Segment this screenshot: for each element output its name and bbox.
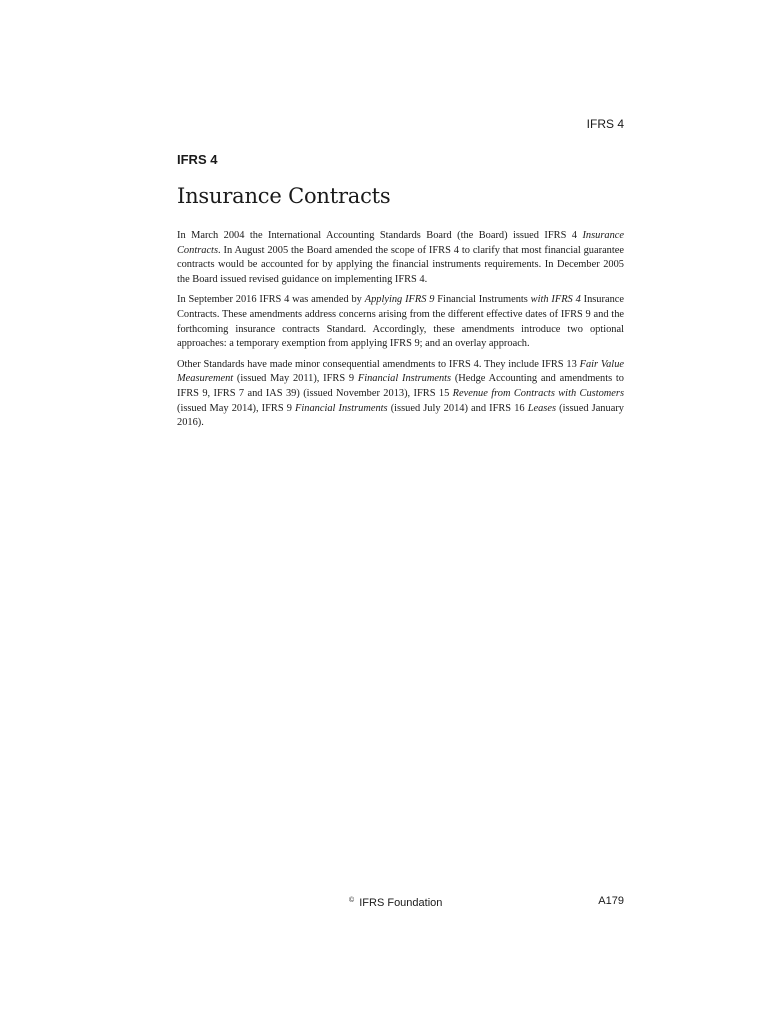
- italic-title: with IFRS 4: [530, 294, 581, 306]
- italic-title: Financial Instruments: [357, 373, 452, 385]
- italic-title: Revenue from Contracts with Customers: [452, 387, 624, 399]
- document-body: [177, 152, 624, 437]
- copyright-symbol: ©: [349, 897, 355, 904]
- italic-title: Fair Value Measurement: [177, 358, 625, 385]
- standard-label: IFRS 4: [177, 152, 218, 167]
- page-title: Insurance Contracts: [177, 184, 391, 208]
- italic-title: Leases: [527, 402, 556, 414]
- body-text: [177, 229, 624, 431]
- paragraph: In March 2004 the International Accounting Standards Board (the Board) issued IFRS 4 Insurance Contracts. In August 2005 the Board amended the scope of IFRS 4 to clarify that most financial guarantee contracts would be accounted for by applying the financial instruments requirements. In December 2005 the Board issued revised guidance on implementing IFRS 4.: [177, 230, 624, 285]
- copyright-text: IFRS Foundation: [359, 897, 443, 909]
- running-head: IFRS 4: [586, 117, 624, 131]
- page-footer: [0, 894, 768, 908]
- page-number: A179: [598, 895, 624, 907]
- paragraph: Other Standards have made minor consequential amendments to IFRS 4. They include IFRS 13 Fair Value Measurement (issued May 2011), IFRS 9 Financial Instruments (Hedge Accounting and amendments to IFRS 9, IFRS 7 and IAS 39) (issued November 2013), IFRS 15 Revenue from Contracts with Customers (issued May 2014), IFRS 9 Financial Instruments (issued July 2014) and IFRS 16 Leases (issued January 2016).: [177, 358, 625, 429]
- italic-title: Financial Instruments: [295, 402, 388, 414]
- paragraph: In September 2016 IFRS 4 was amended by Applying IFRS 9 Financial Instruments with IFRS 4 Insurance Contracts. These amendments address concerns arising from the different effective dates of IFRS 9 and the forthcoming insurance contracts Standard. Accordingly, these amendments introduce two optional approaches: a temporary exemption from applying IFRS 9; and an overlay approach.: [177, 294, 624, 350]
- italic-title: Insurance Contracts: [177, 230, 624, 256]
- copyright-notice: [349, 894, 442, 910]
- italic-title: Applying IFRS 9: [364, 294, 435, 306]
